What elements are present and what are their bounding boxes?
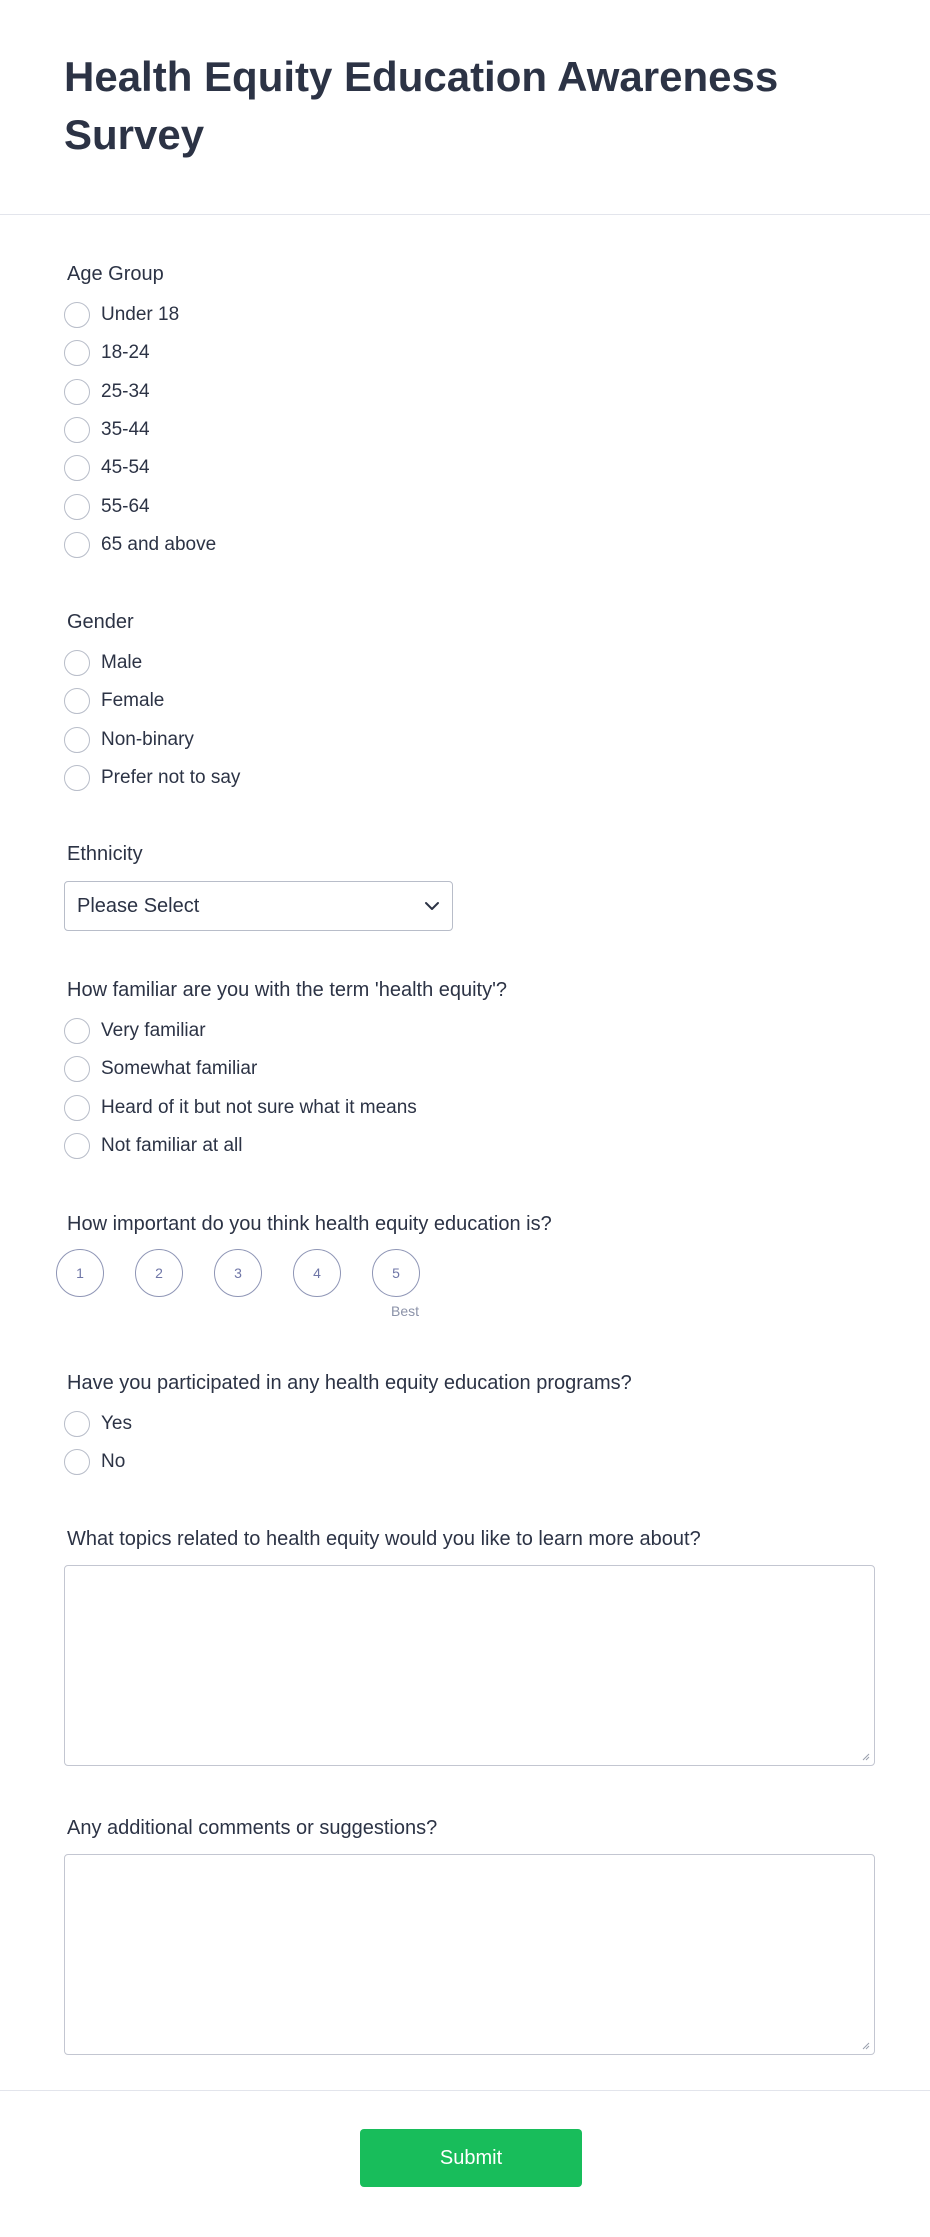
radio-button[interactable]	[64, 532, 90, 558]
gender-option-non-binary[interactable]: Non-binary	[64, 721, 240, 759]
radio-button[interactable]	[64, 494, 90, 520]
familiarity-option-very[interactable]: Very familiar	[64, 1012, 507, 1050]
gender-option-male[interactable]: Male	[64, 644, 240, 682]
age-group-field	[64, 263, 216, 564]
participation-field	[64, 1372, 632, 1482]
radio-button[interactable]	[64, 1018, 90, 1044]
age-option-18-24[interactable]: 18-24	[64, 334, 216, 372]
ethnicity-select[interactable]	[64, 881, 453, 931]
participation-option-no[interactable]: No	[64, 1443, 632, 1481]
radio-button[interactable]	[64, 340, 90, 366]
age-option-25-34[interactable]: 25-34	[64, 373, 216, 411]
topics-label: What topics related to health equity would you like to learn more about?	[67, 1528, 701, 1550]
comments-field	[64, 1817, 875, 2055]
age-option-65-above[interactable]: 65 and above	[64, 526, 216, 564]
age-group-options	[64, 296, 216, 564]
age-option-45-54[interactable]: 45-54	[64, 449, 216, 487]
radio-button[interactable]	[64, 1056, 90, 1082]
ethnicity-field	[64, 843, 453, 931]
radio-button[interactable]	[64, 417, 90, 443]
gender-label: Gender	[67, 611, 134, 633]
radio-button[interactable]	[64, 1449, 90, 1475]
gender-option-prefer-not[interactable]: Prefer not to say	[64, 759, 240, 797]
familiarity-label: How familiar are you with the term 'health equity'?	[67, 979, 508, 1001]
radio-button[interactable]	[64, 302, 90, 328]
familiarity-field	[64, 979, 507, 1165]
rating-option-1[interactable]: 1	[56, 1249, 104, 1297]
familiarity-option-not[interactable]: Not familiar at all	[64, 1127, 507, 1165]
age-option-under-18[interactable]: Under 18	[64, 296, 216, 334]
importance-rating	[56, 1249, 552, 1319]
rating-option-2[interactable]: 2	[135, 1249, 183, 1297]
ethnicity-label: Ethnicity	[67, 843, 143, 865]
rating-option-3[interactable]: 3	[214, 1249, 262, 1297]
chevron-down-icon	[424, 901, 440, 911]
gender-field	[64, 611, 240, 797]
participation-options	[64, 1405, 632, 1482]
age-option-55-64[interactable]: 55-64	[64, 487, 216, 525]
form-title: Health Equity Education Awareness Survey	[64, 53, 779, 158]
submit-button[interactable]: Submit	[360, 2129, 582, 2187]
importance-field	[64, 1213, 552, 1319]
comments-label: Any additional comments or suggestions?	[67, 1817, 438, 1839]
participation-label: Have you participated in any health equity education programs?	[67, 1372, 632, 1394]
radio-button[interactable]	[64, 379, 90, 405]
gender-option-female[interactable]: Female	[64, 682, 240, 720]
ethnicity-selected-value: Please Select	[77, 894, 200, 917]
resize-grip-icon[interactable]	[860, 1751, 870, 1761]
age-group-label: Age Group	[67, 263, 164, 285]
radio-button[interactable]	[64, 455, 90, 481]
radio-button[interactable]	[64, 765, 90, 791]
radio-button[interactable]	[64, 1133, 90, 1159]
rating-best-caption: Best	[390, 1303, 419, 1319]
age-option-35-44[interactable]: 35-44	[64, 411, 216, 449]
comments-textarea[interactable]	[64, 1854, 875, 2055]
familiarity-options	[64, 1012, 507, 1165]
radio-button[interactable]	[64, 727, 90, 753]
resize-grip-icon[interactable]	[860, 2040, 870, 2050]
radio-button[interactable]	[64, 688, 90, 714]
rating-option-4[interactable]: 4	[293, 1249, 341, 1297]
radio-button[interactable]	[64, 1411, 90, 1437]
topics-textarea[interactable]	[64, 1565, 875, 1766]
gender-options	[64, 644, 240, 797]
importance-label: How important do you think health equity education is?	[67, 1213, 552, 1235]
form-footer	[0, 2090, 930, 2237]
familiarity-option-somewhat[interactable]: Somewhat familiar	[64, 1050, 507, 1088]
participation-option-yes[interactable]: Yes	[64, 1405, 632, 1443]
form-header	[0, 0, 930, 215]
radio-button[interactable]	[64, 1095, 90, 1121]
topics-field	[64, 1528, 875, 1766]
rating-option-5[interactable]: 5	[372, 1249, 420, 1297]
familiarity-option-heard[interactable]: Heard of it but not sure what it means	[64, 1089, 507, 1127]
radio-button[interactable]	[64, 650, 90, 676]
